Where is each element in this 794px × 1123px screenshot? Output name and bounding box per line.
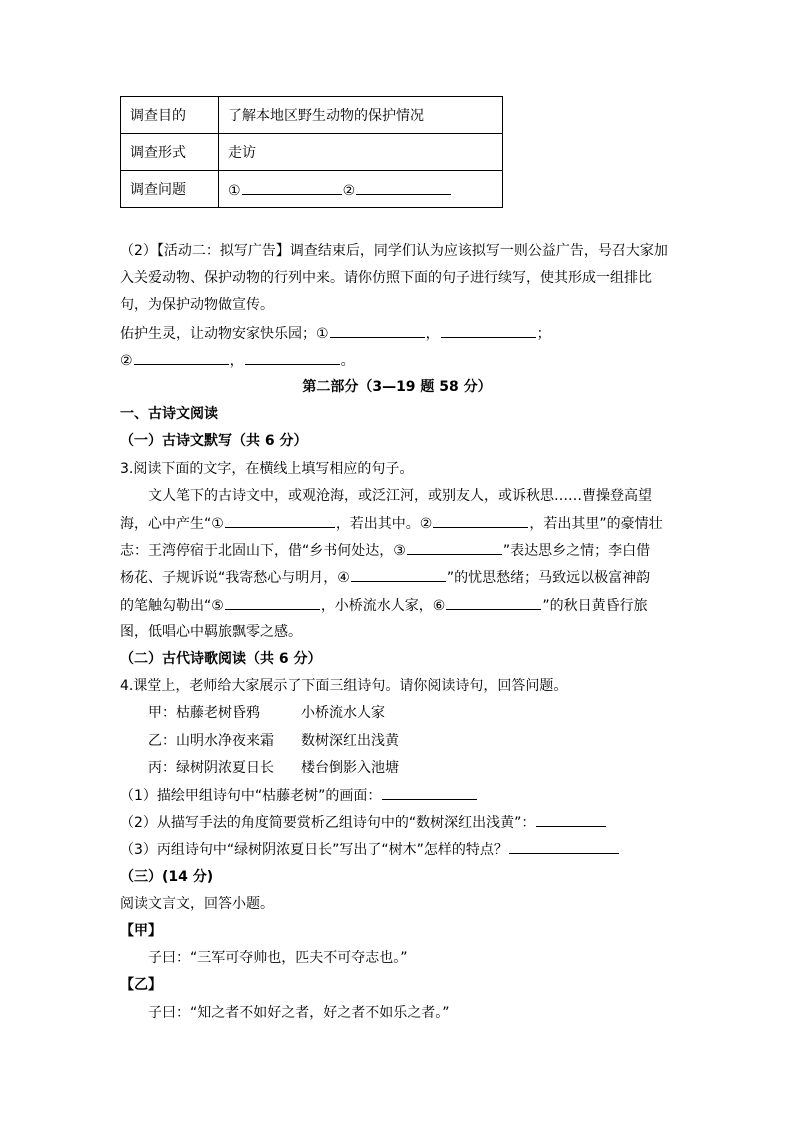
passage-label: 【乙】 (120, 977, 162, 993)
passage-text: 子曰：“三军可夺帅也，匹夫不可夺志也。” (148, 950, 408, 966)
poem-line (148, 731, 399, 751)
survey-table (120, 96, 503, 208)
activity2-text: 句，为保护动物做宣传。 (120, 297, 274, 313)
answer-blank[interactable] (509, 839, 619, 854)
table-row (121, 171, 503, 208)
activity2-line (120, 268, 652, 288)
question-text: （1）描绘甲组诗句中“枯藤老树”的画面： (120, 788, 382, 804)
question-text: ，若出其里”的豪情壮 (529, 516, 663, 532)
question-text: （3）丙组诗句中“绿树阴浓夏日长”写出了“树木”怎样的特点？ (120, 842, 508, 858)
poem-text: 乙：山明水净夜来霜 (148, 733, 274, 749)
activity2-text: ， (425, 326, 440, 342)
table-row (121, 134, 503, 171)
answer-blank[interactable] (536, 812, 606, 827)
table-label: 调查形式 (121, 134, 219, 171)
question-text: ”表达思乡之情；李白借 (502, 543, 651, 559)
activity2-line (120, 350, 355, 371)
blank-marker: ② (342, 182, 356, 199)
question-text: 图，低唱心中羁旅飘零之感。 (120, 624, 302, 640)
table-label: 调查目的 (121, 97, 219, 134)
sub-question (120, 812, 607, 833)
answer-blank[interactable] (225, 595, 320, 610)
passage-label: 【甲】 (120, 923, 162, 939)
activity2-text: 入关爱动物、保护动物的行列中来。请你仿照下面的句子进行续写，使其形成一组排比 (120, 270, 652, 286)
table-value: 了解本地区野生动物的保护情况 (219, 97, 503, 134)
answer-blank[interactable] (330, 323, 425, 338)
activity2-text: ② (120, 353, 133, 369)
activity2-line (120, 295, 274, 315)
question-stem: 3.阅读下面的文字，在横线上填写相应的句子。 (120, 461, 414, 477)
activity2-text: ； (536, 326, 551, 342)
question-text: ”的忧思愁绪；马致远以极富神韵 (446, 570, 651, 586)
poem-text: 甲：枯藤老树昏鸦 (148, 705, 260, 721)
question-text: （2）从描写手法的角度简要赏析乙组诗句中的“数树深红出浅黄”： (120, 815, 536, 831)
answer-blank[interactable] (407, 540, 502, 555)
activity2-text: 佑护生灵，让动物安家快乐园；① (120, 326, 329, 342)
part-title: 第二部分（3—19 题 58 分） (302, 379, 492, 395)
question-text: ”的秋日黄昏行旅 (542, 598, 648, 614)
activity2-text: （2）【活动二：拟写广告】调查结束后，同学们认为应该拟写一则公益广告，号召大家加 (120, 243, 668, 259)
answer-blank[interactable] (225, 513, 335, 528)
activity2-text: 。 (340, 353, 355, 369)
question-text-line (120, 567, 650, 588)
answer-blank[interactable] (433, 513, 528, 528)
question-text: ，小桥流水人家，⑥ (320, 598, 446, 614)
sub-question (120, 839, 620, 860)
poem-text: 楼台倒影入池塘 (301, 760, 399, 776)
section-heading: 一、古诗文阅读 (120, 406, 218, 422)
table-value: 走访 (219, 134, 503, 171)
answer-blank[interactable] (351, 567, 446, 582)
answer-blank[interactable] (242, 180, 342, 195)
answer-blank[interactable] (245, 350, 340, 365)
table-label: 调查问题 (121, 171, 219, 208)
activity2-line (120, 241, 668, 261)
poem-text: 小桥流水人家 (301, 705, 385, 721)
sub-question (120, 785, 478, 806)
poem-line (148, 703, 385, 723)
question-text: 文人笔下的古诗文中，或观沧海，或泛江河，或别友人，或诉秋思……曹操登高望 (148, 488, 652, 504)
table-row (121, 97, 503, 134)
question-text: 的笔触勾勒出“⑤ (120, 598, 224, 614)
answer-blank[interactable] (356, 180, 451, 195)
question-text: ，若出其中。② (335, 516, 433, 532)
question-text: 杨花、子规诉说“我寄愁心与明月，④ (120, 570, 350, 586)
table-value-blanks (219, 171, 503, 208)
passage-text: 子曰：“知之者不如好之者，好之者不如乐之者。” (148, 1005, 450, 1021)
answer-blank[interactable] (134, 350, 229, 365)
question-text-line (120, 595, 648, 616)
question-text: 志：王湾停宿于北固山下，借“乡书何处达，③ (120, 543, 406, 559)
activity2-text: ， (229, 353, 244, 369)
blank-marker: ① (228, 182, 241, 199)
question-text: 海，心中产生“① (120, 516, 224, 532)
answer-blank[interactable] (382, 785, 477, 800)
question-stem: 4.课堂上，老师给大家展示了下面三组诗句。请你阅读诗句，回答问题。 (120, 678, 568, 694)
subsection-heading: （一）古诗文默写（共 6 分） (120, 433, 308, 449)
activity2-line (120, 323, 551, 344)
poem-text: 丙：绿树阴浓夏日长 (148, 760, 274, 776)
subsection-heading: （三）(14 分) (120, 869, 214, 885)
question-text-line (120, 513, 663, 534)
answer-blank[interactable] (441, 323, 536, 338)
answer-blank[interactable] (446, 595, 541, 610)
poem-text: 数树深红出浅黄 (301, 733, 399, 749)
question-text-line (120, 540, 650, 561)
subsection-heading: （二）古代诗歌阅读（共 6 分） (120, 651, 322, 667)
poem-line (148, 758, 399, 778)
section-intro: 阅读文言文，回答小题。 (120, 896, 274, 912)
